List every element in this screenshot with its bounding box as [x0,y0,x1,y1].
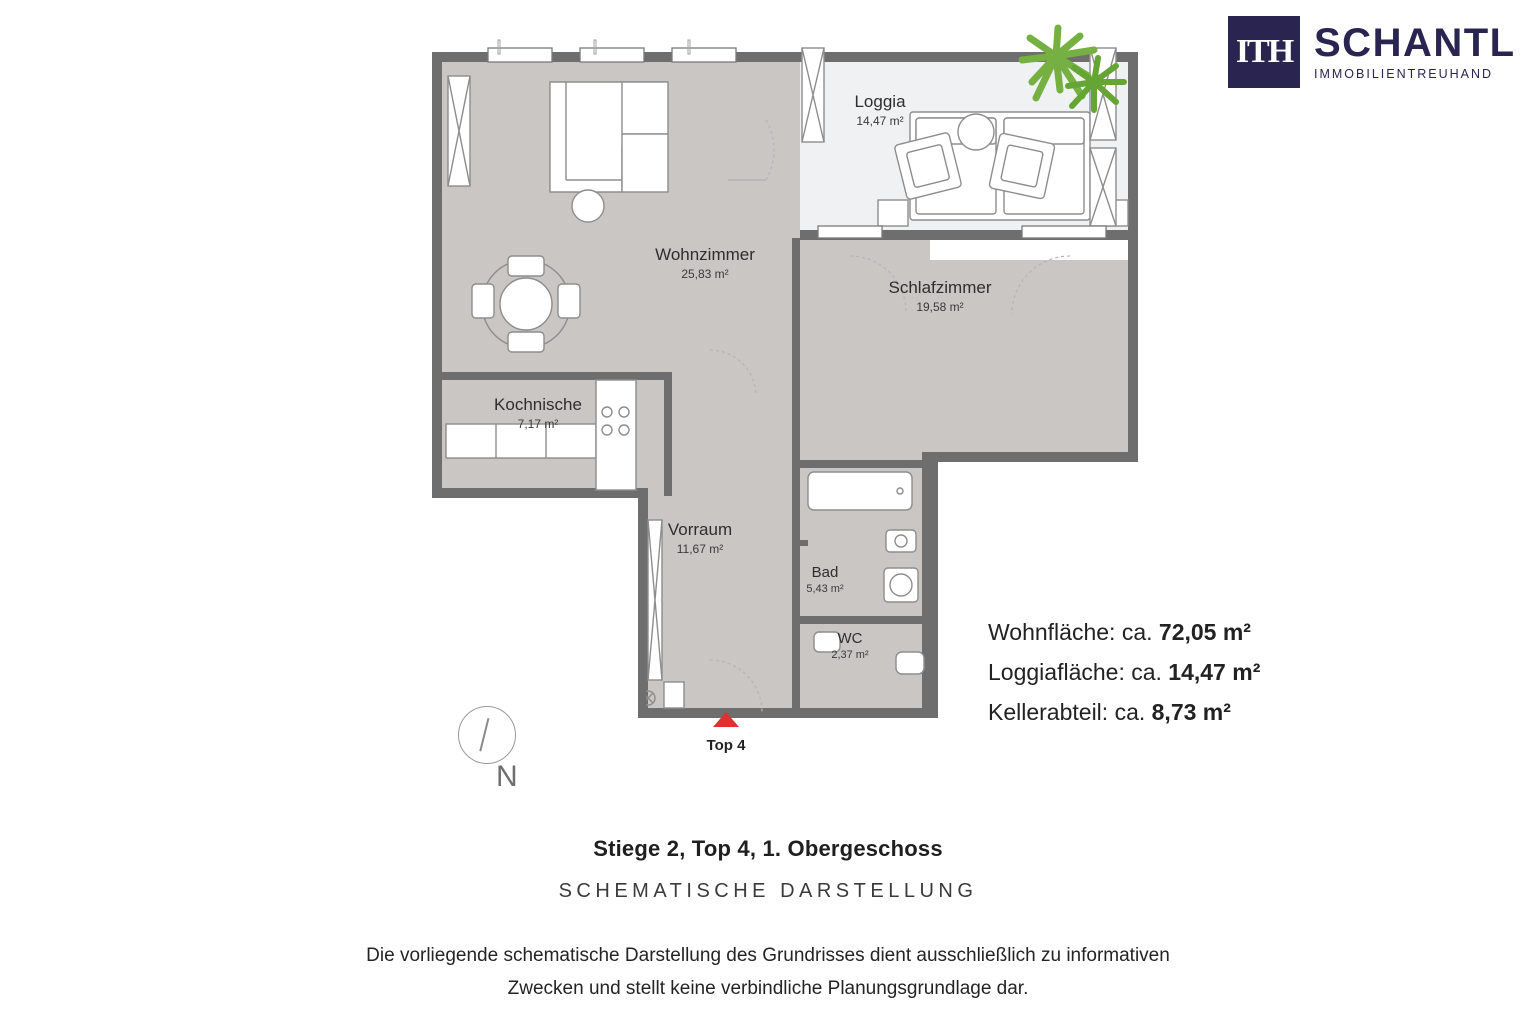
footer [0,836,1536,1005]
logo-mark-icon [1228,16,1300,88]
footer-disclaimer [0,939,1536,1005]
compass-north-label: N [496,760,518,793]
room-label-schlafzimmer: Schlafzimmer 19,58 m² [888,278,992,314]
area-value-loggiaflaeche: 14,47 m² [1168,659,1261,685]
room-label-kochnische: Kochnische 7,17 m² [494,395,582,431]
room-label-wohnzimmer: Wohnzimmer 25,83 m² [655,245,755,281]
area-label-kellerabteil: Kellerabteil: ca. [988,699,1152,725]
footer-subtitle: SCHEMATISCHE DARSTELLUNG [558,880,978,902]
area-row-wohnflaeche [988,612,1260,652]
room-label-loggia: Loggia 14,47 m² [854,92,906,128]
area-row-kellerabteil [988,692,1260,732]
room-label-vorraum: Vorraum 11,67 m² [667,520,733,556]
room-label-wc: WC 2,37 m² [831,630,869,661]
logo-company-subtitle: IMMOBILIENTREUHAND [1314,67,1494,81]
room-label-bad: Bad 5,43 m² [806,564,844,595]
footer-disclaimer-line-2: Zwecken und stellt keine verbindliche Planungsgrundlage dar. [507,978,1029,999]
area-row-loggiaflaeche [988,652,1260,692]
area-summary [988,612,1260,732]
footer-title: Stiege 2, Top 4, 1. Obergeschoss [593,836,943,861]
logo-monogram: ITH [1235,33,1293,70]
footer-disclaimer-line-1: Die vorliegende schematische Darstellung des Grundrisses dient ausschließlich zu informativen [366,945,1170,966]
entry-arrow-icon [713,712,739,727]
entry-marker [676,712,776,754]
area-value-kellerabteil: 8,73 m² [1151,699,1231,725]
compass-circle [458,706,516,764]
area-value-wohnflaeche: 72,05 m² [1158,619,1251,645]
area-label-loggiaflaeche: Loggiafläche: ca. [988,659,1169,685]
entry-label: Top 4 [706,737,746,754]
company-logo [1228,16,1516,88]
area-label-wohnflaeche: Wohnfläche: ca. [988,619,1159,645]
compass-icon [458,706,554,806]
logo-company-name: SCHANTL [1314,21,1516,65]
logo-text [1314,23,1516,81]
